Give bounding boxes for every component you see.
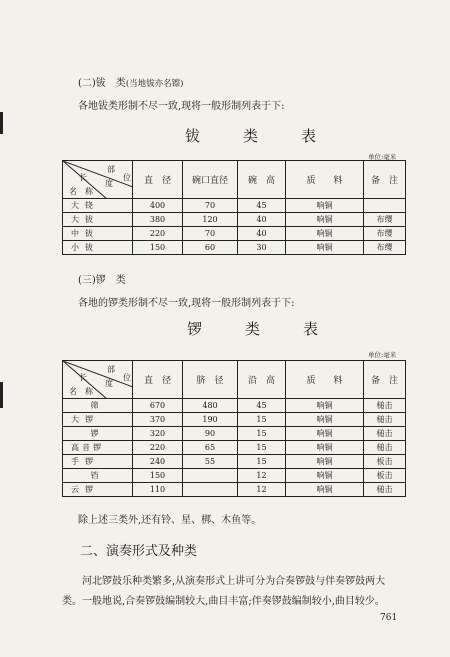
table-cell [364,199,406,213]
section-heading-luo: (三)锣 类 [78,275,126,286]
table-cell: 220 [133,227,183,241]
table-row [63,399,406,413]
diag-label-mid: 长 [79,173,87,182]
table-cell: 320 [133,427,183,441]
column-header: 碗 高 [238,161,286,199]
table-cell: 响铜 [286,469,364,483]
table-cell: 布缨 [364,227,406,241]
table-cell: 槌击 [364,441,406,455]
row-name: 铛 [63,469,133,483]
diag-label-top: 部 [107,365,115,374]
luo-table-title: 锣 类 表 [187,320,333,338]
row-name: 手锣 [63,455,133,469]
column-header: 质 料 [286,361,364,399]
diagonal-header-cell [63,361,133,399]
diag-label-bottom: 名 称 [69,387,93,396]
table-cell: 响铜 [286,441,364,455]
table-row [63,469,406,483]
table-cell: 板击 [364,469,406,483]
table-cell: 40 [238,227,286,241]
section-heading-note: (当地钹亦名镲) [125,79,184,89]
column-header: 碗口直径 [183,161,238,199]
table-cell: 45 [238,199,286,213]
scan-mark [0,112,3,134]
table-row [63,199,406,213]
row-name: 筛 [63,399,133,413]
table-cell: 15 [238,427,286,441]
table-cell: 120 [183,213,238,227]
page-number: 761 [380,613,398,623]
table-cell: 响铜 [286,483,364,497]
table-cell: 150 [133,241,183,255]
section-heading-text: (二)钹 类 [78,78,126,89]
table-cell: 槌击 [364,427,406,441]
section-2-heading: 二、演奏形式及种类 [80,544,198,559]
scan-mark [0,382,3,408]
table-cell: 槌击 [364,413,406,427]
table-cell: 40 [238,213,286,227]
table-cell: 65 [183,441,238,455]
table-row [63,441,406,455]
column-header: 脐 径 [183,361,238,399]
table-cell: 布缨 [364,241,406,255]
table-cell: 240 [133,455,183,469]
column-header: 沿 高 [238,361,286,399]
column-header: 直 径 [133,361,183,399]
table-cell: 12 [238,469,286,483]
column-header: 质 料 [286,161,364,199]
table-cell: 15 [238,413,286,427]
table-header-row [63,361,406,399]
table-cell: 45 [238,399,286,413]
column-header: 直 径 [133,161,183,199]
luo-table [62,360,406,497]
diag-label-top: 部 [107,165,115,174]
table-cell: 槌击 [364,483,406,497]
row-name: 大铙 [63,199,133,213]
table-cell: 响铜 [286,427,364,441]
table-cell: 响铜 [286,241,364,255]
table-cell: 响铜 [286,213,364,227]
table-row [63,413,406,427]
section-heading-bo [78,74,183,89]
table-cell: 响铜 [286,455,364,469]
diag-label-bottom: 名 称 [69,187,93,196]
section-2-paragraph: 河北锣鼓乐种类繁多,从演奏形式上讲可分为合奏锣鼓与伴奏锣鼓两大类。一般地说,合奏锣鼓编制较大,曲目丰富;伴奏锣鼓编制较小,曲目较少。 [62,576,386,607]
row-name: 高音锣 [63,441,133,455]
table-cell: 响铜 [286,199,364,213]
section-intro-bo: 各地钹类形制不尽一致,现将一般形制列表于下: [78,101,285,112]
table-cell: 布缨 [364,213,406,227]
after-table-note: 除上述三类外,还有铃、星、梆、木鱼等。 [78,515,262,526]
table-row [63,455,406,469]
diag-label-mid2: 度 [105,379,113,388]
table-row [63,213,406,227]
row-name: 大锣 [63,413,133,427]
row-name: 锣 [63,427,133,441]
table-cell: 70 [183,227,238,241]
table-cell: 15 [238,455,286,469]
diagonal-header-cell [63,161,133,199]
row-name: 云锣 [63,483,133,497]
bo-table-unit: 单位:毫米 [368,153,397,161]
diag-label-right: 位 [123,173,131,182]
table-cell: 板击 [364,455,406,469]
luo-table-unit: 单位:毫米 [368,351,397,359]
bo-table-title: 钹 类 表 [185,127,331,145]
row-name: 中钹 [63,227,133,241]
bo-table [62,160,406,255]
table-header-row [63,161,406,199]
table-cell: 670 [133,399,183,413]
table-cell: 响铜 [286,227,364,241]
row-name: 大钹 [63,213,133,227]
column-header: 备 注 [364,361,406,399]
table-cell: 400 [133,199,183,213]
table-cell: 370 [133,413,183,427]
row-name: 小钹 [63,241,133,255]
table-cell: 150 [133,469,183,483]
table-cell [183,483,238,497]
table-cell: 55 [183,455,238,469]
table-cell: 480 [183,399,238,413]
diag-label-mid2: 度 [105,179,113,188]
table-cell: 响铜 [286,413,364,427]
table-cell: 90 [183,427,238,441]
table-row [63,427,406,441]
column-header: 备 注 [364,161,406,199]
table-cell: 380 [133,213,183,227]
table-row [63,241,406,255]
diag-label-mid: 长 [79,373,87,382]
section-intro-luo: 各地的锣类形制不尽一致,现将一般形制列表于下: [78,298,295,309]
table-row [63,483,406,497]
table-cell: 220 [133,441,183,455]
table-cell: 15 [238,441,286,455]
table-row [63,227,406,241]
diag-label-right: 位 [123,373,131,382]
table-cell: 30 [238,241,286,255]
table-cell [183,469,238,483]
table-cell: 70 [183,199,238,213]
table-cell: 190 [183,413,238,427]
table-cell: 响铜 [286,399,364,413]
table-cell: 60 [183,241,238,255]
table-cell: 槌击 [364,399,406,413]
table-cell: 12 [238,483,286,497]
table-cell: 110 [133,483,183,497]
